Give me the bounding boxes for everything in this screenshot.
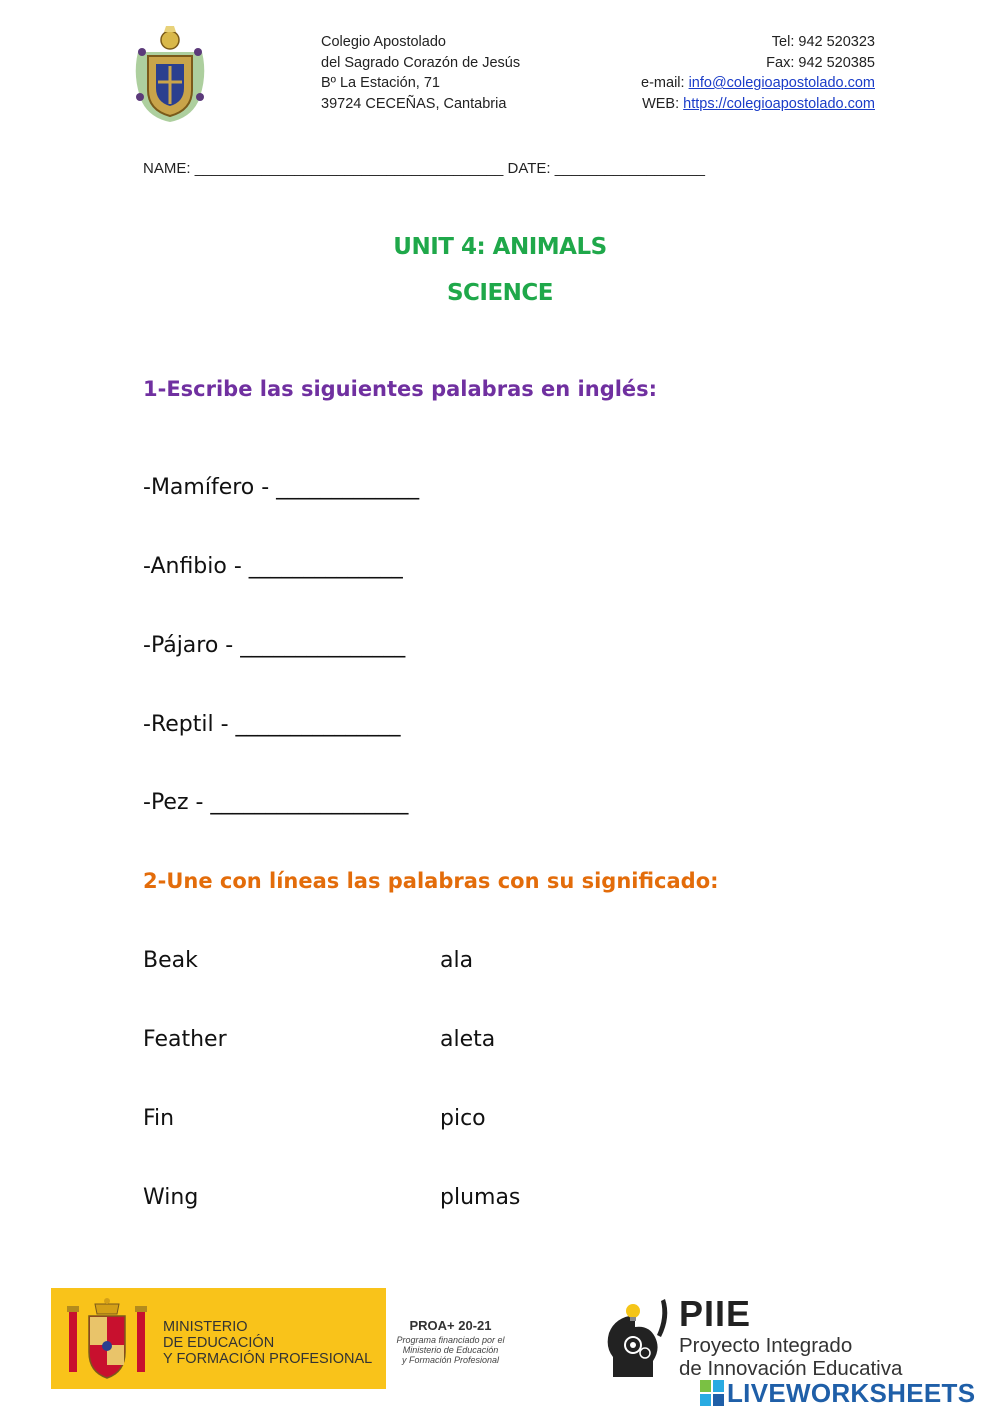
- unit-title: UNIT 4: ANIMALS: [393, 234, 607, 260]
- name-field[interactable]: _____________________________________: [194, 160, 504, 177]
- email-label: e-mail:: [641, 75, 689, 91]
- piie-subtitle: [679, 1334, 902, 1380]
- subject-title: SCIENCE: [446, 280, 554, 306]
- web-link[interactable]: https://colegioapostolado.com: [683, 95, 875, 112]
- match-word-wing[interactable]: Wing: [143, 1185, 199, 1210]
- vocab-item-pajaro[interactable]: -Pájaro - _______________: [143, 633, 406, 658]
- proa-title: PROA+ 20-21: [409, 1318, 492, 1333]
- match-meaning-plumas[interactable]: plumas: [440, 1185, 521, 1210]
- vocab-item-mamifero[interactable]: -Mamífero - _____________: [143, 475, 420, 500]
- match-word-beak[interactable]: Beak: [143, 948, 198, 973]
- proa-line1: Programa financiado por el: [396, 1335, 505, 1345]
- name-date-row: [143, 160, 705, 177]
- school-name: Colegio Apostolado: [321, 34, 446, 50]
- ministry-line3: Y FORMACIÓN PROFESIONAL: [163, 1351, 373, 1367]
- web-row: [641, 94, 875, 115]
- proa-program: [388, 1318, 513, 1365]
- ministry-logo: [51, 1288, 386, 1389]
- spain-coat-of-arms-icon: [63, 1296, 151, 1382]
- school-city: 39724 CECEÑAS, Cantabria: [321, 95, 507, 112]
- date-field[interactable]: __________________: [554, 160, 705, 177]
- proa-line2: Ministerio de Educación: [402, 1345, 499, 1355]
- vocab-item-anfibio[interactable]: -Anfibio - ______________: [143, 554, 403, 579]
- match-word-feather[interactable]: Feather: [143, 1027, 227, 1052]
- liveworksheets-logo-icon: [700, 1380, 724, 1406]
- vocab-item-reptil[interactable]: -Reptil - _______________: [143, 712, 401, 737]
- phone-number: Tel: 942 520323: [771, 34, 875, 50]
- school-contact: [641, 32, 875, 114]
- fax-number: Fax: 942 520385: [766, 54, 875, 71]
- piie-line2: de Innovación Educativa: [679, 1357, 903, 1380]
- piie-head-lightbulb-icon: [605, 1297, 675, 1381]
- date-label: DATE:: [503, 160, 555, 177]
- exercise1-heading: 1-Escribe las siguientes palabras en inglés:: [143, 377, 658, 401]
- piie-line1: Proyecto Integrado: [679, 1334, 853, 1357]
- web-label: WEB:: [642, 95, 684, 112]
- school-address: [321, 32, 520, 114]
- school-crest-logo: [130, 22, 210, 124]
- school-street: Bº La Estación, 71: [321, 75, 440, 91]
- ministry-line2: DE EDUCACIÓN: [163, 1335, 275, 1351]
- email-row: [641, 73, 875, 94]
- proa-line3: y Formación Profesional: [401, 1355, 500, 1365]
- school-name-line2: del Sagrado Corazón de Jesús: [321, 54, 521, 71]
- ministry-line1: MINISTERIO: [163, 1319, 248, 1335]
- ministry-name: [163, 1319, 372, 1367]
- exercise2-heading: 2-Une con líneas las palabras con su significado:: [143, 869, 719, 893]
- vocab-item-pez[interactable]: -Pez - __________________: [143, 790, 409, 815]
- name-label: NAME:: [143, 160, 195, 177]
- piie-title: PIIE: [679, 1293, 752, 1334]
- match-meaning-aleta[interactable]: aleta: [440, 1027, 496, 1052]
- match-word-fin[interactable]: Fin: [143, 1106, 175, 1131]
- liveworksheets-watermark: LIVEWORKSHEETS: [727, 1378, 976, 1408]
- email-link[interactable]: info@colegioapostolado.com: [688, 75, 875, 91]
- match-meaning-pico[interactable]: pico: [440, 1106, 486, 1131]
- match-meaning-ala[interactable]: ala: [440, 948, 474, 973]
